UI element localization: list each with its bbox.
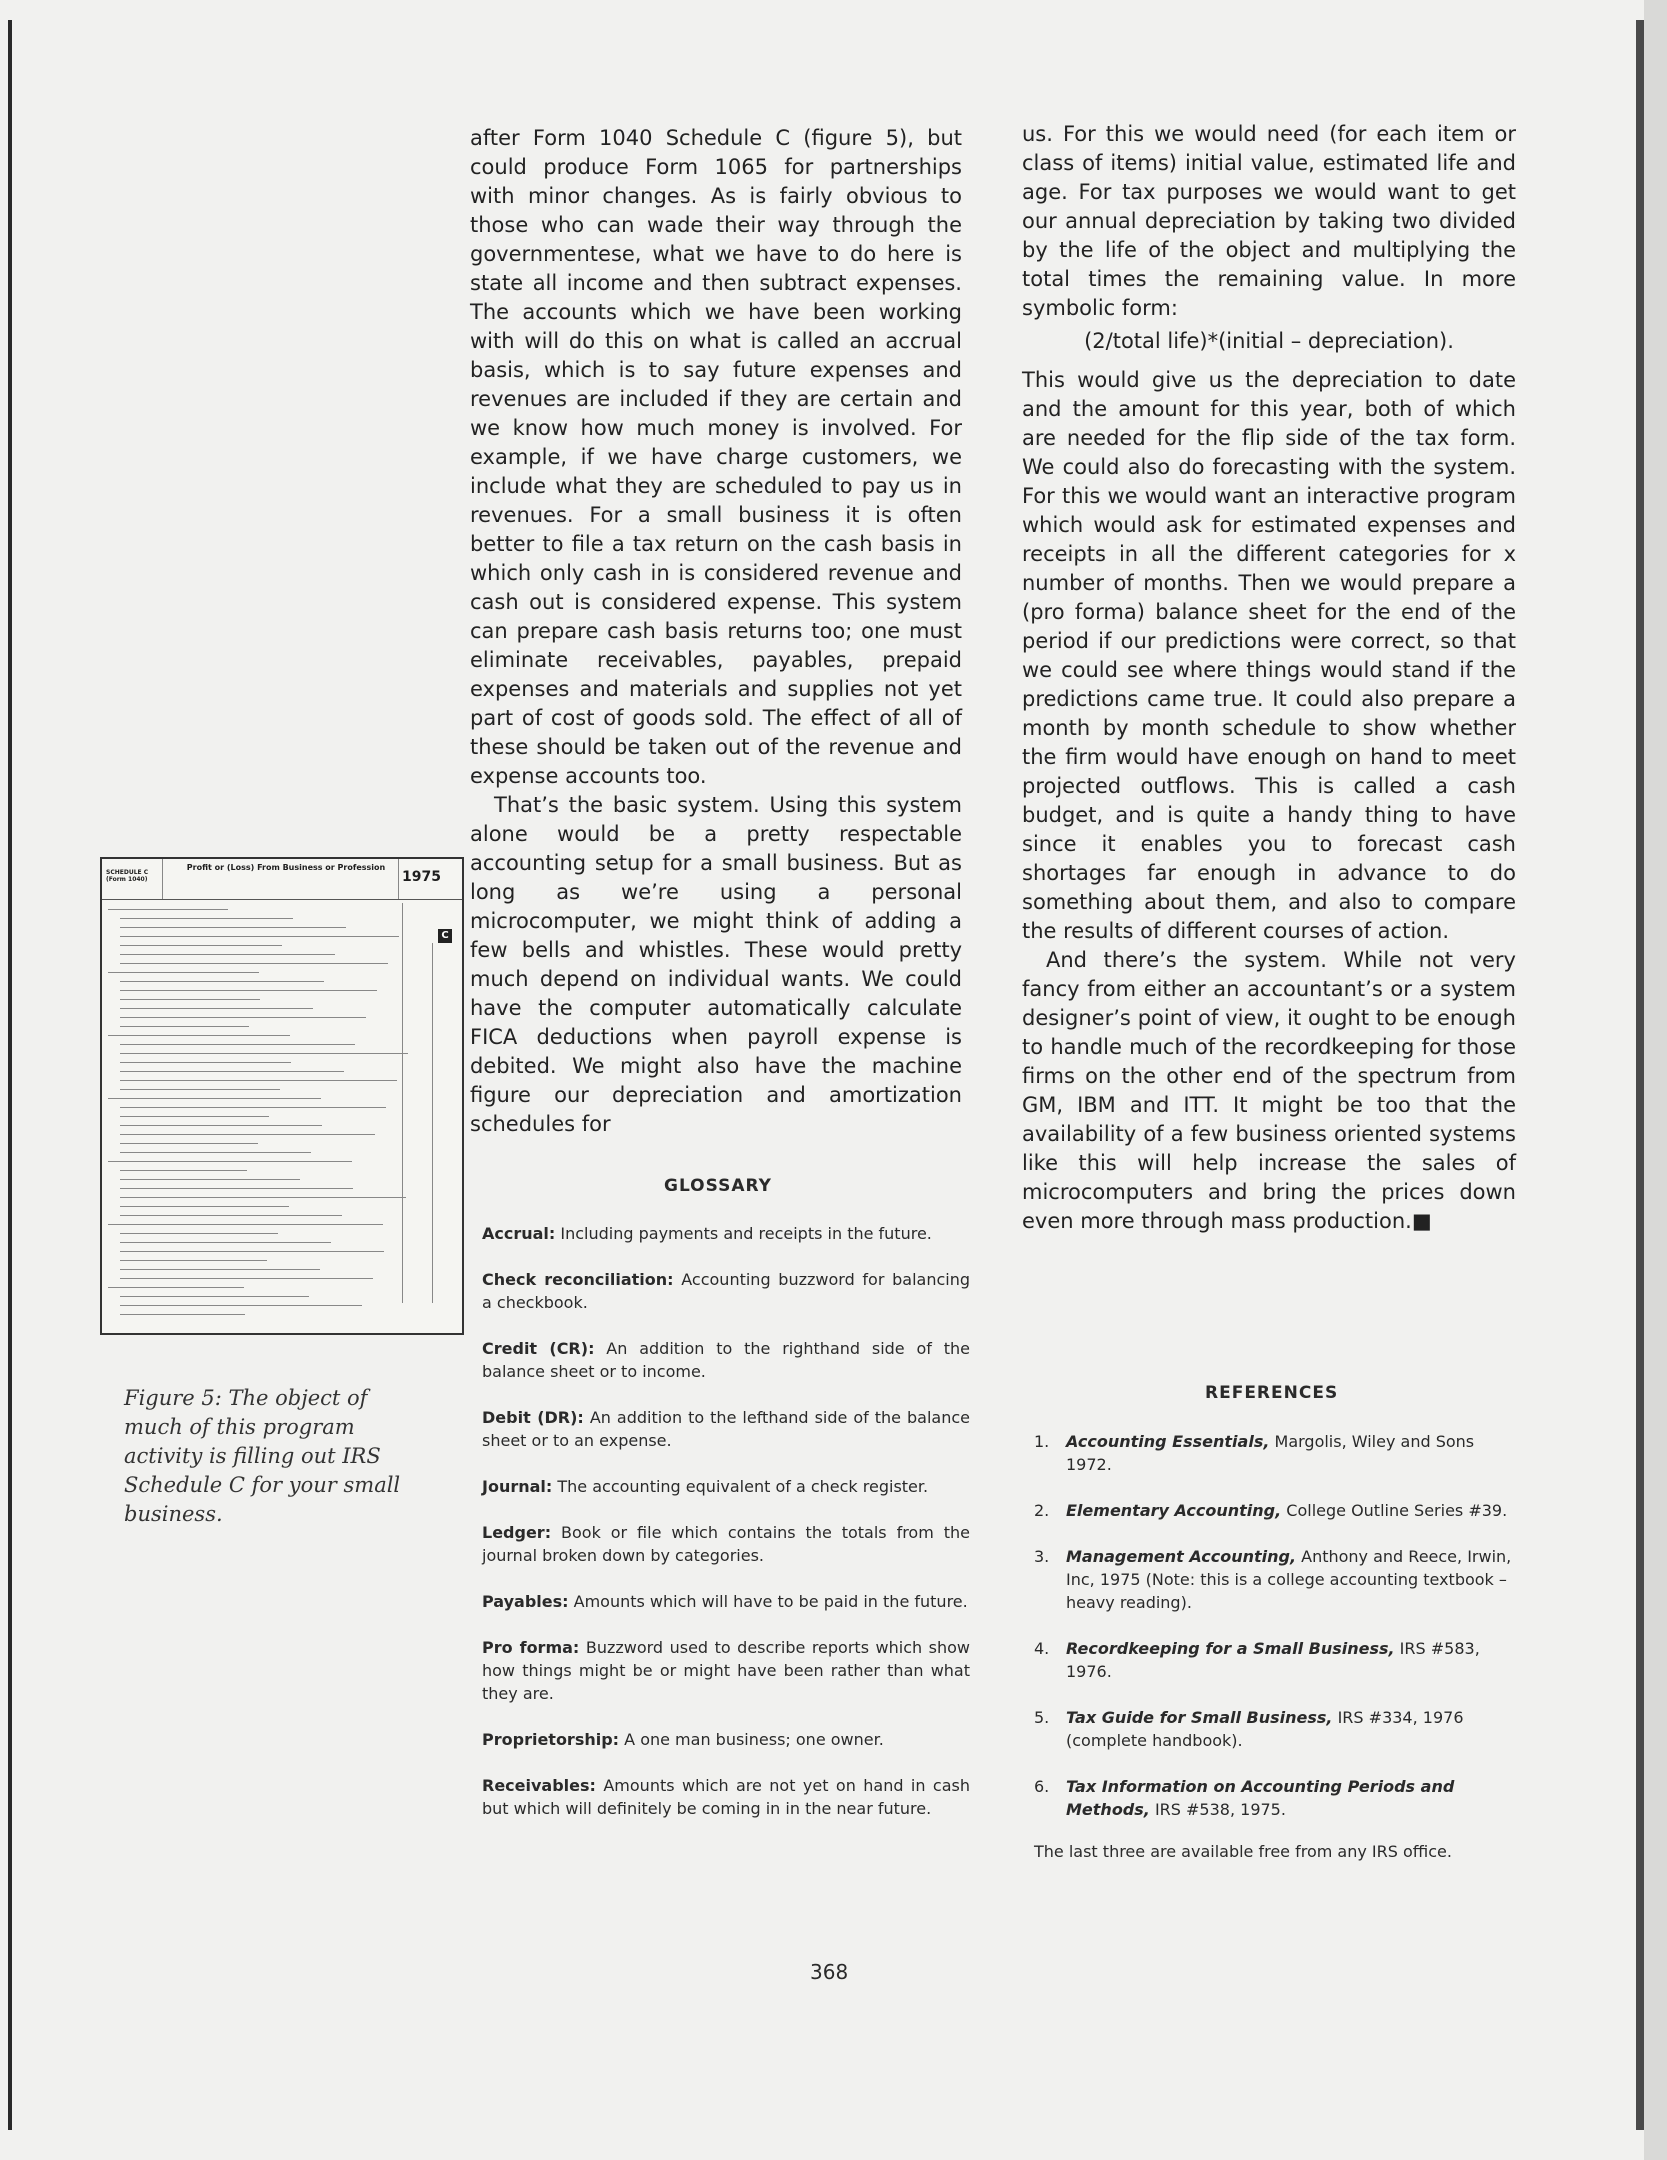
glossary-list xyxy=(482,1222,970,1843)
glossary-entry xyxy=(482,1636,970,1705)
form-divider xyxy=(162,859,163,899)
form-line xyxy=(120,1143,258,1144)
reference-title: Elementary Accounting, xyxy=(1066,1501,1282,1520)
article-paragraph: after Form 1040 Schedule C (figure 5), but could produce Form 1065 for partnerships with minor changes. As is fairly obvious to those who can wade their way through the governmentese, what we have to do here is state all income and then subtract expenses. The accounts which we have been working with will do this on what is called an accrual basis, which is to say future expenses and revenues are included if they are certain and we know how much money is involved. For example, if we have charge customers, we include what they are scheduled to pay us in revenues. For a small business it is often better to file a tax return on the cash basis in which only cash in is considered revenue and cash out is considered expense. This system can prepare cash basis returns too; one must eliminate receivables, payables, prepaid expenses and materials and supplies not yet part of cost of goods sold. The effect of all of these should be taken out of the revenue and expense accounts too. xyxy=(470,126,962,788)
article-middle-column xyxy=(470,124,962,1139)
reference-item xyxy=(1034,1545,1524,1614)
form-line xyxy=(108,1161,352,1162)
reference-details: IRS #583, 1976. xyxy=(1066,1639,1480,1681)
form-line xyxy=(120,981,324,982)
reference-item xyxy=(1034,1706,1524,1752)
reference-title: Recordkeeping for a Small Business, xyxy=(1066,1639,1395,1658)
reference-details: IRS #538, 1975. xyxy=(1149,1800,1286,1819)
glossary-entry xyxy=(482,1774,970,1820)
reference-number: 3. xyxy=(1034,1547,1050,1566)
glossary-term: Check reconciliation: xyxy=(482,1270,674,1289)
form-line xyxy=(120,1026,249,1027)
references-note: The last three are available free from any IRS office. xyxy=(1034,1842,1452,1861)
glossary-entry xyxy=(482,1406,970,1452)
form-title: Profit or (Loss) From Business or Profession xyxy=(186,863,386,872)
reference-details: IRS #334, 1976 (complete handbook). xyxy=(1066,1708,1464,1750)
form-line xyxy=(120,1071,344,1072)
form-line xyxy=(120,1062,291,1063)
glossary-entry xyxy=(482,1521,970,1567)
references-list xyxy=(1034,1430,1524,1863)
depreciation-formula: (2/total life)*(initial – depreciation). xyxy=(1084,329,1454,353)
reference-title: Accounting Essentials, xyxy=(1066,1432,1270,1451)
glossary-definition: The accounting equivalent of a check register. xyxy=(552,1477,929,1496)
glossary-definition: Buzzword used to describe reports which show how things might be or might have been rather than what they are. xyxy=(482,1638,971,1703)
reference-details: College Outline Series #39. xyxy=(1281,1501,1508,1520)
form-line xyxy=(120,1278,373,1279)
glossary-entry xyxy=(482,1590,970,1613)
scan-right-edge xyxy=(1636,20,1644,2130)
form-header xyxy=(102,859,462,900)
page-number: 368 xyxy=(810,1960,849,1984)
form-line xyxy=(120,1017,366,1018)
article-paragraph: us. For this we would need (for each item or class of items) initial value, estimated life and age. For tax purposes we would want to get our annual depreciation by taking two divided by the life of the object and multiplying the total times the remaining value. In more symbolic form: xyxy=(1022,122,1516,320)
schedule-badge: C xyxy=(438,929,452,943)
form-year: 1975 xyxy=(402,869,441,885)
reference-item xyxy=(1034,1637,1524,1683)
form-line xyxy=(120,1233,278,1234)
form-line xyxy=(120,1116,269,1117)
form-line xyxy=(108,1224,383,1225)
end-mark: ■ xyxy=(1411,1209,1432,1233)
form-line xyxy=(120,1179,300,1180)
article-paragraph: That’s the basic system. Using this system alone would be a pretty respectable accounting setup for a small business. But as long as we’re using a personal microcomputer, we might think of adding a few bells and whistles. These would pretty much depend on individual wants. We could have the computer automatically calculate FICA deductions when payroll expense is debited. We might also have the machine figure our depreciation and amortization schedules for xyxy=(470,793,962,1136)
reference-details: Anthony and Reece, Irwin, Inc, 1975 (Note: this is a college accounting textbook – heavy reading). xyxy=(1066,1547,1512,1612)
glossary-term: Debit (DR): xyxy=(482,1408,584,1427)
reference-number: 5. xyxy=(1034,1708,1050,1727)
glossary-definition: Book or file which contains the totals from the journal broken down by categories. xyxy=(482,1523,970,1565)
glossary-entry xyxy=(482,1475,970,1498)
form-line xyxy=(120,1089,280,1090)
form-line xyxy=(120,1053,408,1054)
form-line xyxy=(120,945,282,946)
reference-title: Tax Guide for Small Business, xyxy=(1066,1708,1333,1727)
form-line xyxy=(120,1152,311,1153)
form-line xyxy=(120,1251,384,1252)
form-line xyxy=(120,1242,331,1243)
form-line xyxy=(120,1260,267,1261)
glossary-term: Receivables: xyxy=(482,1776,596,1795)
article-paragraph: This would give us the depreciation to date and the amount for this year, both of which are needed for the flip side of the tax form. We could also do forecasting with the system. For this we would want an interactive program which would ask for estimated expenses and receipts in all the different categories for x number of months. Then we would prepare a (pro forma) balance sheet for the end of the period if our predictions were correct, so that we could see where things would stand if the predictions came true. It could also prepare a month by month schedule to show whether the firm would have enough on hand to meet projected outflows. This is called a cash budget, and is quite a handy thing to have since it enables you to forecast cash shortages far enough in advance to do something about them, and also to compare the results of different courses of action. xyxy=(1022,368,1516,943)
glossary-definition: Amounts which are not yet on hand in cash but which will definitely be coming in in the near future. xyxy=(482,1776,970,1818)
article-right-column xyxy=(1022,120,1516,1236)
references-title: REFERENCES xyxy=(1205,1383,1339,1403)
form-line xyxy=(120,918,293,919)
reference-number: 4. xyxy=(1034,1639,1050,1658)
form-line xyxy=(120,1269,320,1270)
reference-item xyxy=(1034,1430,1524,1476)
reference-number: 6. xyxy=(1034,1777,1050,1796)
form-line xyxy=(120,1107,386,1108)
glossary-term: Credit (CR): xyxy=(482,1339,595,1358)
reference-item xyxy=(1034,1499,1524,1522)
form-line xyxy=(120,999,260,1000)
form-line xyxy=(120,954,335,955)
form-line xyxy=(120,1080,397,1081)
glossary-term: Payables: xyxy=(482,1592,569,1611)
schedule-label: SCHEDULE C (Form 1040) xyxy=(106,869,149,883)
form-line xyxy=(120,1125,322,1126)
form-line xyxy=(120,936,399,937)
form-column-rule xyxy=(402,903,403,1303)
form-line xyxy=(120,1215,342,1216)
form-line xyxy=(108,972,259,973)
glossary-entry xyxy=(482,1222,970,1245)
reference-details: Margolis, Wiley and Sons 1972. xyxy=(1066,1432,1475,1474)
article-paragraph xyxy=(1022,946,1516,1236)
glossary-title: GLOSSARY xyxy=(664,1176,772,1196)
form-column-rule xyxy=(432,943,433,1303)
glossary-term: Accrual: xyxy=(482,1224,556,1243)
form-line xyxy=(120,1044,355,1045)
form-line xyxy=(108,1287,244,1288)
glossary-entry xyxy=(482,1268,970,1314)
form-line xyxy=(120,990,377,991)
glossary-term: Ledger: xyxy=(482,1523,552,1542)
form-line xyxy=(120,1314,245,1315)
form-line xyxy=(120,1008,313,1009)
scan-left-edge xyxy=(8,20,12,2130)
figure-caption: Figure 5: The object of much of this program activity is filling out IRS Schedule C for your small business. xyxy=(124,1386,401,1526)
glossary-definition: Including payments and receipts in the future. xyxy=(555,1224,932,1243)
glossary-term: Proprietorship: xyxy=(482,1730,620,1749)
form-line xyxy=(120,1197,406,1198)
form-line xyxy=(120,927,346,928)
glossary-definition: An addition to the righthand side of the balance sheet or to income. xyxy=(482,1339,970,1381)
schedule-c-figure xyxy=(100,857,464,1335)
glossary-entry xyxy=(482,1337,970,1383)
glossary-term: Journal: xyxy=(482,1477,553,1496)
reference-number: 1. xyxy=(1034,1432,1050,1451)
form-line xyxy=(120,963,388,964)
form-line xyxy=(120,1206,289,1207)
form-divider xyxy=(398,859,399,899)
form-line xyxy=(108,1035,290,1036)
form-line xyxy=(120,1305,362,1306)
reference-title: Tax Information on Accounting Periods and Methods, xyxy=(1066,1777,1455,1819)
glossary-definition: Accounting buzzword for balancing a checkbook. xyxy=(482,1270,971,1312)
glossary-definition: An addition to the lefthand side of the balance sheet or to an expense. xyxy=(482,1408,970,1450)
glossary-term: Pro forma: xyxy=(482,1638,580,1657)
closing-text: And there’s the system. While not very fancy from either an accountant’s or a system designer’s point of view, it ought to be enough to handle much of the recordkeeping for those firms on the other end of the spectrum from GM, IBM and ITT. It might be too that the availability of a few business oriented systems like this will help increase the sales of microcomputers and bring the prices down even more through mass production. xyxy=(1022,948,1516,1233)
glossary-definition: Amounts which will have to be paid in the future. xyxy=(568,1592,968,1611)
reference-number: 2. xyxy=(1034,1501,1050,1520)
reference-title: Management Accounting, xyxy=(1066,1547,1297,1566)
form-line xyxy=(108,909,228,910)
form-line xyxy=(120,1170,247,1171)
form-line xyxy=(120,1296,309,1297)
form-line xyxy=(120,1134,375,1135)
scan-right-margin xyxy=(1644,0,1667,2160)
glossary-entry xyxy=(482,1728,970,1751)
form-line xyxy=(120,1188,353,1189)
reference-item xyxy=(1034,1775,1524,1821)
glossary-definition: A one man business; one owner. xyxy=(619,1730,884,1749)
form-line xyxy=(108,1098,321,1099)
